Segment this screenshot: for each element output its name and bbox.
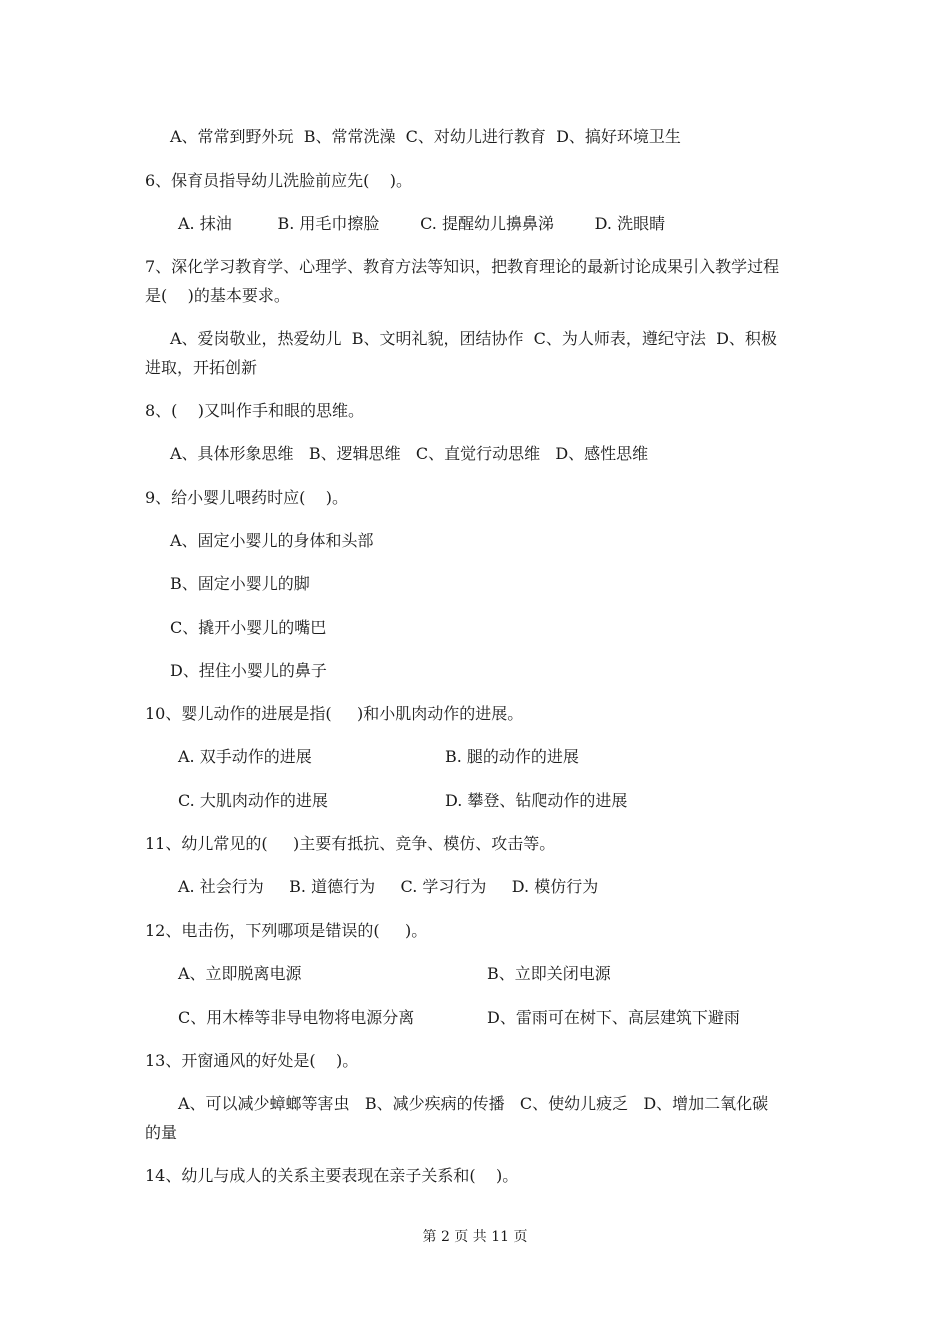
q9-option-d: D、捏住小婴儿的鼻子 [170,661,327,680]
question-11: 11、幼儿常见的( )主要有抵抗、竞争、模仿、攻击等。 [145,834,556,853]
question-13: 13、开窗通风的好处是( )。 [145,1051,359,1070]
q8-options: A、具体形象思维 B、逻辑思维 C、直觉行动思维 D、感性思维 [170,444,649,463]
question-6: 6、保育员指导幼儿洗脸前应先( )。 [145,171,413,190]
question-8: 8、( )又叫作手和眼的思维。 [145,401,365,420]
question-10: 10、婴儿动作的进展是指( )和小肌肉动作的进展。 [145,704,524,723]
q11-options: A. 社会行为 B. 道德行为 C. 学习行为 D. 模仿行为 [178,877,599,896]
q12-option-c: C、用木棒等非导电物将电源分离 [178,1008,415,1027]
q10-option-a: A. 双手动作的进展 [178,747,312,766]
q9-option-b: B、固定小婴儿的脚 [170,574,310,593]
q12-option-a: A、立即脱离电源 [178,964,302,983]
q13-options-line-1: A、可以减少蟑螂等害虫 B、减少疾病的传播 C、使幼儿疲乏 D、增加二氧化碳 [178,1094,769,1113]
q12-option-b: B、立即关闭电源 [487,964,611,983]
question-12: 12、电击伤，下列哪项是错误的( )。 [145,921,428,940]
q9-option-c: C、撬开小婴儿的嘴巴 [170,618,327,637]
q7-options-line-1: A、爱岗敬业，热爱幼儿 B、文明礼貌，团结协作 C、为人师表，遵纪守法 D、积极 [170,329,777,348]
q7-options-line-2: 进取，开拓创新 [145,358,258,377]
question-7-line-1: 7、深化学习教育学、心理学、教育方法等知识，把教育理论的最新讨论成果引入教学过程 [145,257,780,276]
q13-options-line-2: 的量 [145,1123,178,1142]
q10-option-d: D. 攀登、钻爬动作的进展 [445,791,628,810]
question-9: 9、给小婴儿喂药时应( )。 [145,488,349,507]
q10-option-b: B. 腿的动作的进展 [445,747,579,766]
q6-options: A. 抹油 B. 用毛巾擦脸 C. 提醒幼儿擤鼻涕 D. 洗眼睛 [178,214,666,233]
question-7-line-2: 是( )的基本要求。 [145,286,290,305]
q9-option-a: A、固定小婴儿的身体和头部 [170,531,374,550]
q5-options: A、常常到野外玩 B、常常洗澡 C、对幼儿进行教育 D、搞好环境卫生 [170,127,681,146]
q10-option-c: C. 大肌肉动作的进展 [178,791,328,810]
question-14: 14、幼儿与成人的关系主要表现在亲子关系和( )。 [145,1166,519,1185]
page-footer: 第 2 页 共 11 页 [422,1229,528,1245]
q12-option-d: D、雷雨可在树下、高层建筑下避雨 [487,1008,740,1027]
